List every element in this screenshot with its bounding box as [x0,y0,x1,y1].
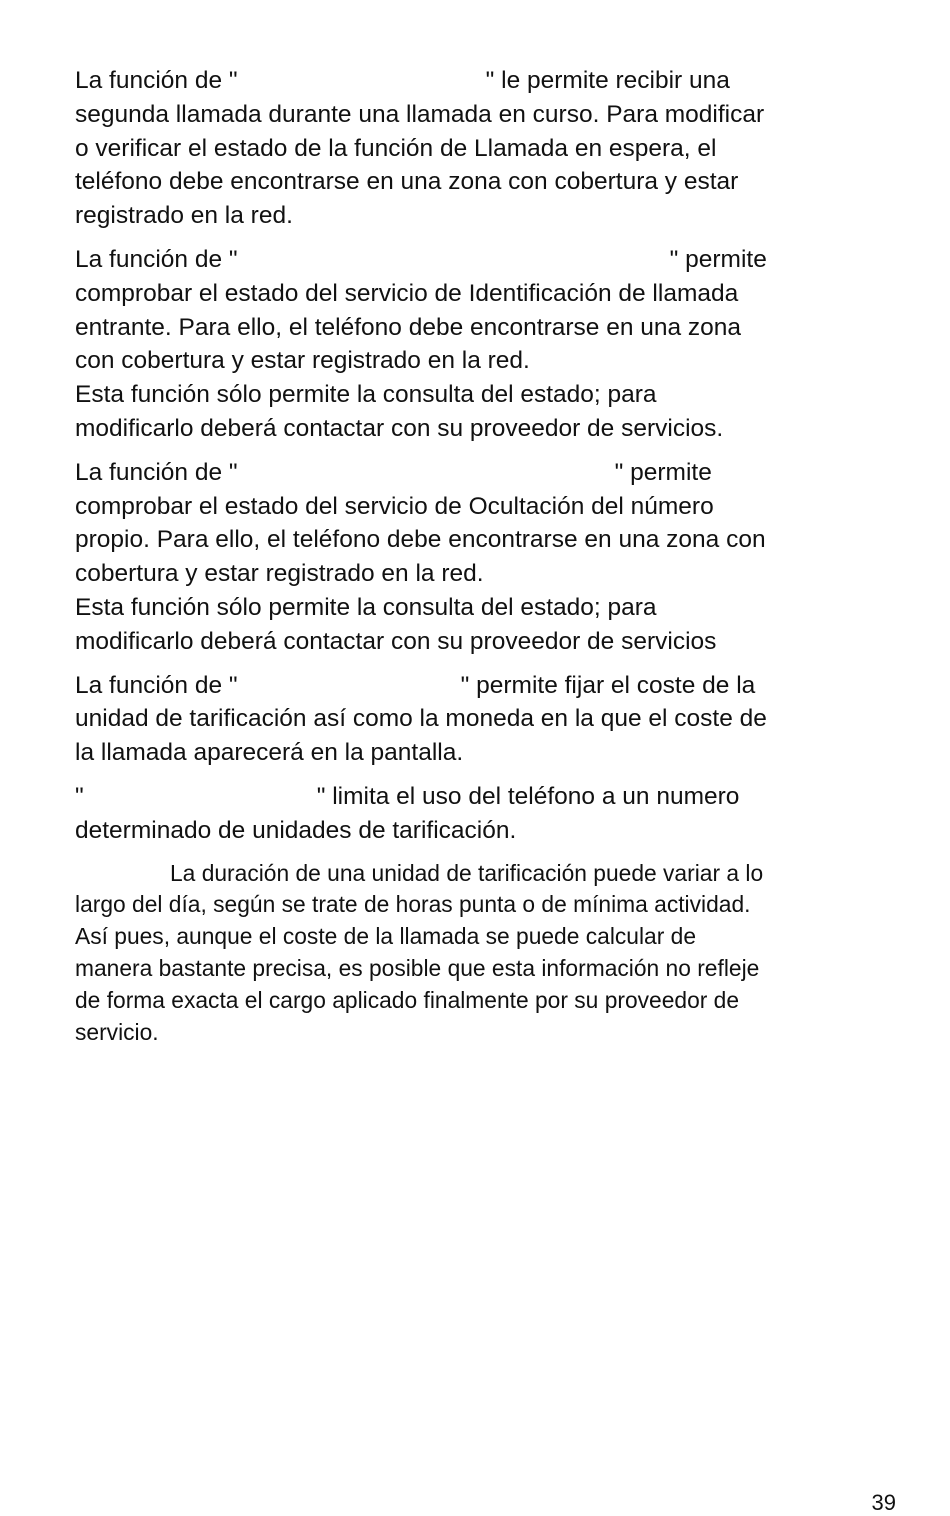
note-line: servicio. [75,1018,159,1045]
paragraph-line [75,456,905,490]
paragraph-line: unidad de tarificación así como la moneda en la que el coste de [75,705,767,733]
note-line: manera bastante precisa, es posible que esta información no refleje [75,954,760,981]
note-line: La duración de una unidad de tarificación puede variar a lo [170,859,764,886]
paragraph-line: comprobar el estado del servicio de Identificación de llamada [75,279,739,307]
call-waiting-paragraph [75,64,905,233]
paragraph-text: La función de " [75,67,238,94]
paragraph-line: propio. Para ello, el teléfono debe encontrarse en una zona con [75,526,766,554]
paragraph-line: con cobertura y estar registrado en la red. [75,347,530,375]
call-cost-paragraph [75,669,905,770]
paragraph-line: o verificar el estado de la función de Llamada en espera, el [75,134,717,162]
paragraph-line: modificarlo deberá contactar con su proveedor de servicios. [75,414,724,442]
paragraph-text: La función de " [75,671,238,699]
note-line: de forma exacta el cargo aplicado finalmente por su proveedor de [75,986,740,1013]
paragraph-line: cobertura y estar registrado en la red. [75,560,484,588]
paragraph-line [75,64,905,98]
paragraph-line [75,243,905,277]
note-line: largo del día, según se trate de horas punta o de mínima actividad. [75,891,751,918]
paragraph-text: La función de " [75,245,238,273]
paragraph-line: determinado de unidades de tarificación. [75,816,517,844]
paragraph-text: " permite fijar el coste de la [460,671,756,699]
paragraph-line: segunda llamada durante una llamada en curso. Para modificar [75,100,765,128]
paragraph-line: modificarlo deberá contactar con su proveedor de servicios [75,627,717,655]
note-line: Así pues, aunque el coste de la llamada se puede calcular de [75,923,696,950]
cost-limit-paragraph [75,780,905,848]
paragraph-line: entrante. Para ello, el teléfono debe encontrarse en una zona [75,313,742,341]
paragraph-line: teléfono debe encontrarse en una zona con cobertura y estar [75,168,739,196]
paragraph-line: comprobar el estado del servicio de Ocultación del número [75,492,714,520]
paragraph-line: Esta función sólo permite la consulta del estado; para [75,381,657,409]
tariff-note [75,858,905,1049]
paragraph-line [75,669,905,703]
paragraph-line: registrado en la red. [75,202,293,230]
hide-number-paragraph [75,456,905,659]
paragraph-line: Esta función sólo permite la consulta del estado; para [75,593,657,621]
paragraph-text: " permite [614,458,712,486]
paragraph-line: la llamada aparecerá en la pantalla. [75,739,464,767]
paragraph-text: " permite [669,245,767,273]
paragraph-text: " le permite recibir una [485,67,730,94]
manual-page-content [75,64,905,1048]
paragraph-line [75,780,905,814]
paragraph-text: " limita el uso del teléfono a un numero [316,782,740,810]
caller-id-paragraph [75,243,905,446]
page-number: 39 [871,1490,896,1515]
paragraph-text: La función de " [75,458,238,486]
paragraph-text: " [75,782,84,810]
